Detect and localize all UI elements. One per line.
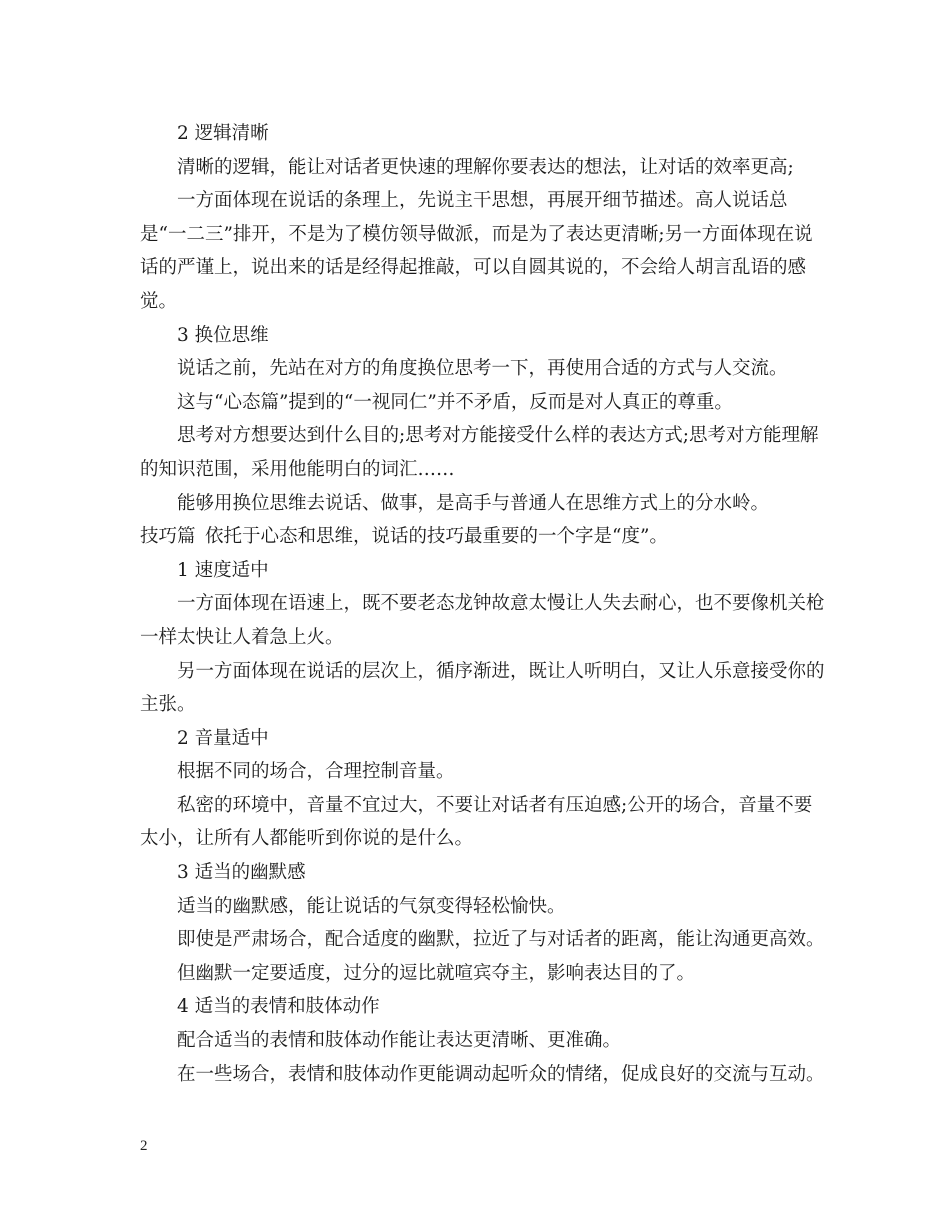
paragraph-text: 一方面体现在说话的条理上，先说主干思想，再展开细节描述。高人说话总是“一二三”排开，不是为了模仿领导做派，而是为了表达更清晰;另一方面体现在说话的严谨上，说出来的话是经得起推敲，可以自圆其说的，不会给人胡言乱语的感觉。 (140, 190, 813, 312)
paragraph (140, 923, 830, 957)
page-number: 2 (140, 1138, 148, 1154)
paragraph (140, 957, 830, 991)
paragraph-text: 1 速度适中 (177, 559, 269, 581)
paragraph-text: 在一些场合，表情和肢体动作更能调动起听众的情绪，促成良好的交流与互动。 (177, 1063, 825, 1085)
paragraph (140, 990, 830, 1024)
document-body (140, 117, 830, 1091)
paragraph-text: 说话之前，先站在对方的角度换位思考一下，再使用合适的方式与人交流。 (177, 358, 788, 380)
paragraph (140, 655, 830, 722)
paragraph-text: 2 音量适中 (177, 727, 269, 749)
paragraph-text: 私密的环境中，音量不宜过大，不要让对话者有压迫感;公开的场合，音量不要太小，让所有人都能听到你说的是什么。 (140, 794, 813, 850)
paragraph (140, 722, 830, 756)
paragraph (140, 587, 830, 654)
paragraph-text: 清晰的逻辑，能让对话者更快速的理解你要表达的想法，让对话的效率更高; (177, 156, 794, 178)
paragraph (140, 520, 830, 554)
paragraph (140, 184, 830, 318)
paragraph (140, 554, 830, 588)
paragraph (140, 1024, 830, 1058)
paragraph (140, 890, 830, 924)
paragraph (140, 117, 830, 151)
paragraph (140, 352, 830, 386)
paragraph-text: 4 适当的表情和肢体动作 (177, 996, 380, 1018)
paragraph (140, 789, 830, 856)
paragraph (140, 419, 830, 486)
paragraph-text: 根据不同的场合，合理控制音量。 (177, 761, 455, 783)
paragraph (140, 151, 830, 185)
paragraph (140, 1058, 830, 1092)
paragraph-text: 能够用换位思维去说话、做事，是高手与普通人在思维方式上的分水岭。 (177, 492, 770, 514)
paragraph (140, 487, 830, 521)
paragraph-text: 思考对方想要达到什么目的;思考对方能接受什么样的表达方式;思考对方能理解的知识范围，采用他能明白的词汇…… (140, 425, 819, 480)
paragraph (140, 856, 830, 890)
paragraph-text: 配合适当的表情和肢体动作能让表达更清晰、更准确。 (177, 1030, 622, 1052)
paragraph-text: 但幽默一定要适度，过分的逗比就喧宾夺主，影响表达目的了。 (177, 962, 696, 984)
paragraph (140, 386, 830, 420)
paragraph-text: 这与“心态篇”提到的“一视同仁”并不矛盾，反而是对人真正的尊重。 (177, 391, 733, 413)
paragraph-text: 3 换位思维 (177, 324, 269, 346)
paragraph-text: 依托于心态和思维，说话的技巧最重要的一个字是“度”。 (205, 526, 668, 548)
paragraph-text: 适当的幽默感，能让说话的气氛变得轻松愉快。 (177, 895, 566, 917)
paragraph-text: 即使是严肃场合，配合适度的幽默，拉近了与对话者的距离，能让沟通更高效。 (177, 929, 825, 951)
paragraph (140, 319, 830, 353)
paragraph-text: 2 逻辑清晰 (177, 123, 269, 144)
section-label: 技巧篇 (140, 526, 196, 548)
paragraph-text: 3 适当的幽默感 (177, 862, 306, 884)
paragraph-text: 一方面体现在语速上，既不要老态龙钟故意太慢让人失去耐心，也不要像机关枪一样太快让人着急上火。 (140, 593, 825, 648)
paragraph-text: 另一方面体现在说话的层次上，循序渐进，既让人听明白，又让人乐意接受你的主张。 (140, 660, 825, 716)
paragraph (140, 755, 830, 789)
